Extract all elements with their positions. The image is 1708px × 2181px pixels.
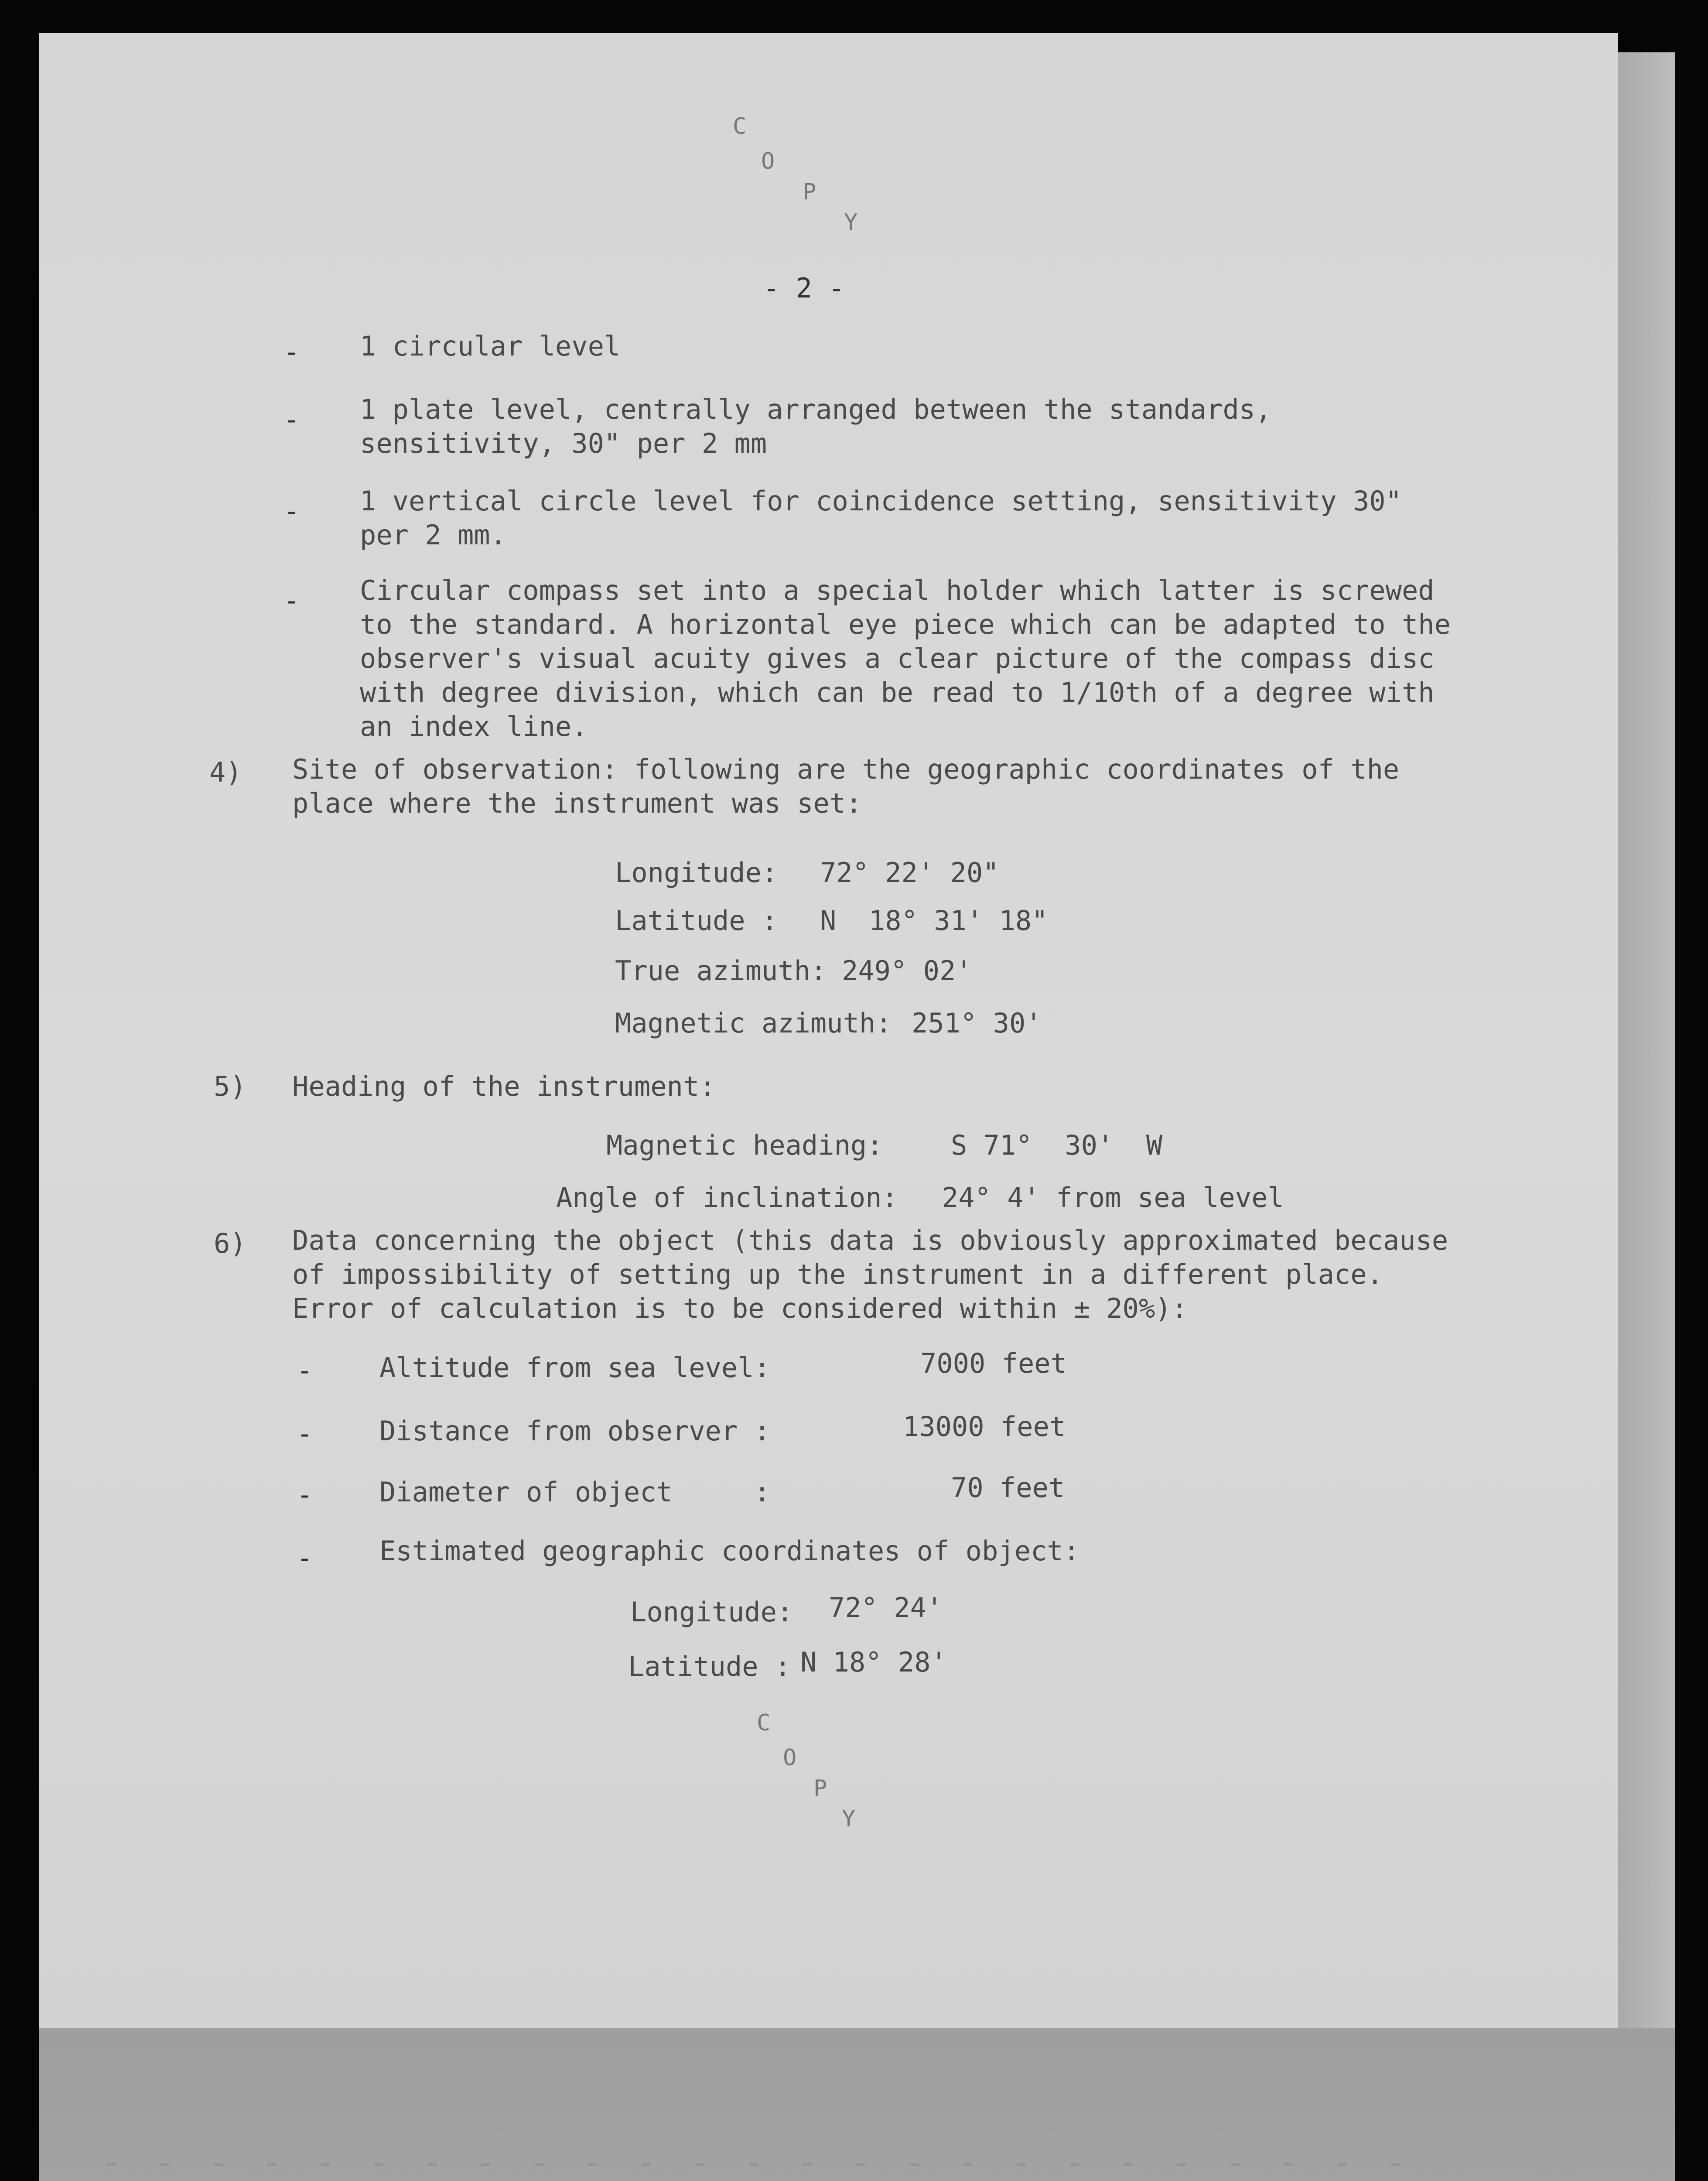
section-number: 6) <box>214 1227 246 1259</box>
bullet-dash: - <box>284 403 300 435</box>
copy-stamp-letter: Y <box>844 209 858 236</box>
heading-label: Magnetic heading: <box>606 1129 883 1161</box>
coord-value: 72° 22' 20" <box>820 857 999 889</box>
bullet-dash: - <box>284 336 300 368</box>
heading-value: 24° 4' from sea level <box>942 1182 1284 1214</box>
spec-item: Circular compass set into a special holder which latter is screwed to the standard. A horizontal eye piece which can be adapted to the observer's visual acuity gives a clear picture of the compass disc with degree division, which can be read to 1/10th of a degree with an index line. <box>360 574 1467 742</box>
section-heading: Site of observation: following are the geographic coordinates of the place where the instrument was set: <box>292 753 1416 819</box>
coord-label: Longitude: <box>615 857 778 889</box>
coord-value: N 18° 28' <box>800 1646 947 1678</box>
coord-heading: Estimated geographic coordinates of object: <box>379 1535 1080 1567</box>
coord-label: True azimuth: <box>615 955 827 987</box>
bullet-dash: - <box>297 1354 313 1386</box>
section-heading: Data concerning the object (this data is obviously approximated because of impossibility of setting up the instrument in a different place. Error of calculation is to be considered within ± 20%): <box>292 1224 1465 1324</box>
object-value: 7000 feet <box>920 1347 1067 1379</box>
copy-stamp-letter: Y <box>842 1806 856 1832</box>
spec-item: 1 vertical circle level for coincidence setting, sensitivity 30" per 2 mm. <box>360 485 1418 551</box>
bleed-mark: - - - - - - - - - - - - - - - - - - - - - - - - - <box>100 2142 1412 2181</box>
spec-item: 1 circular level <box>360 330 621 362</box>
page-number: - 2 - <box>763 272 845 304</box>
bullet-dash: - <box>284 585 300 616</box>
copy-stamp-letter: O <box>783 1745 797 1771</box>
object-value: 13000 feet <box>903 1411 1066 1443</box>
object-label: Distance from observer : <box>379 1415 770 1447</box>
section-number: 5) <box>214 1070 246 1102</box>
object-label: Diameter of object : <box>379 1476 770 1508</box>
bullet-dash: - <box>297 1418 313 1449</box>
spec-item: 1 plate level, centrally arranged between the standards, sensitivity, 30" per 2 mm <box>360 393 1288 459</box>
coord-value: 249° 02' <box>842 955 972 987</box>
section-number: 4) <box>209 756 242 788</box>
copy-stamp-letter: C <box>733 113 747 140</box>
copy-stamp-letter: O <box>761 148 775 174</box>
bullet-dash: - <box>297 1479 313 1511</box>
coord-label: Latitude : <box>628 1651 791 1682</box>
bullet-dash: - <box>297 1542 313 1574</box>
copy-stamp-letter: P <box>803 179 816 205</box>
coord-label: Longitude: <box>630 1596 793 1628</box>
heading-value: S 71° 30' W <box>951 1129 1163 1161</box>
heading-label: Angle of inclination: <box>556 1182 898 1214</box>
object-label: Altitude from sea level: <box>379 1352 770 1384</box>
coord-label: Magnetic azimuth: <box>615 1007 892 1039</box>
coord-value: 72° 24' <box>829 1592 943 1624</box>
coord-value: 251° 30' <box>912 1007 1042 1039</box>
coord-label: Latitude : <box>615 905 778 937</box>
object-value: 70 feet <box>951 1472 1065 1504</box>
coord-value: N 18° 31' 18" <box>820 905 1048 937</box>
copy-stamp-letter: C <box>757 1710 771 1736</box>
bleed-through-area <box>39 2028 1675 2181</box>
section-heading: Heading of the instrument: <box>292 1070 716 1102</box>
document-page <box>39 33 1618 2028</box>
bullet-dash: - <box>284 495 300 527</box>
copy-stamp-letter: P <box>813 1775 827 1802</box>
